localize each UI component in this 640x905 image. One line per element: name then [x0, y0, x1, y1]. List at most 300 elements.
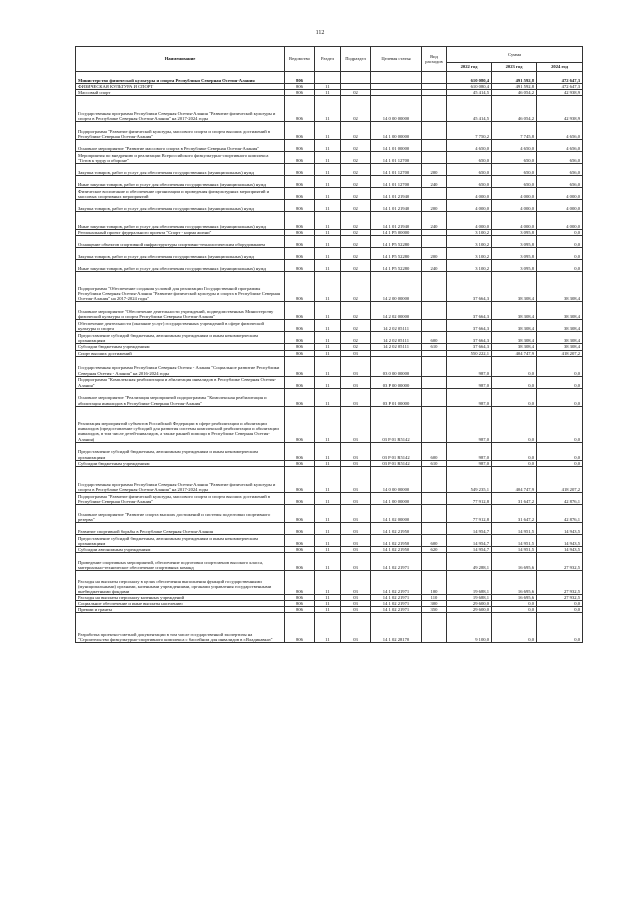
cell-2022: 650,0 — [447, 164, 492, 176]
cell-name: Закупка товаров, работ и услуг для обеспечения государственных (муниципальных) нужд — [76, 164, 285, 176]
cell-target: 14 1 P5 52280 — [371, 248, 422, 260]
cell-2022: 650,0 — [447, 176, 492, 188]
cell-exptype: 200 — [422, 248, 447, 260]
cell-2022: 4 000,0 — [447, 212, 492, 230]
cell-2022: 987,0 — [447, 460, 492, 466]
cell-section: 11 — [315, 350, 341, 356]
cell-ministry: 806 — [285, 466, 315, 492]
cell-exptype: 620 — [422, 546, 447, 552]
cell-ministry: 806 — [285, 176, 315, 188]
cell-section: 11 — [315, 236, 341, 248]
cell-ministry: 806 — [285, 260, 315, 272]
cell-exptype — [422, 188, 447, 200]
cell-subsection: 03 — [341, 504, 371, 522]
cell-name: Основное мероприятие "Реализация мероприятий подпрограммы "Комплексная реабилитация и абилитация инвалидов в Республике Северная Осетия-Алания" — [76, 388, 285, 406]
cell-2022: 987,0 — [447, 388, 492, 406]
cell-name: Развитие спортивной борьбы в Республике Северная Осетия-Алания — [76, 522, 285, 534]
cell-target: 03 P 01 R5142 — [371, 442, 422, 460]
cell-2023: 38 308,4 — [492, 344, 537, 350]
cell-2022: 49 288,1 — [447, 552, 492, 570]
header-sum: Сумма — [447, 47, 583, 63]
cell-name: Подпрограмма "Развитие физической культуры, массового спорта и спорта высших достижений в Республике Северная Осетия-Алания" — [76, 492, 285, 504]
cell-2023: 16 695,6 — [492, 570, 537, 594]
budget-table — [75, 46, 583, 643]
cell-2024: 656,0 — [537, 176, 583, 188]
cell-target: 14 1 02 21971 — [371, 594, 422, 600]
table-row — [76, 260, 583, 272]
cell-2022: 45 414,5 — [447, 90, 492, 96]
table-row — [76, 152, 583, 164]
cell-ministry: 806 — [285, 546, 315, 552]
cell-subsection: 03 — [341, 350, 371, 356]
cell-2024: 0,0 — [537, 442, 583, 460]
cell-2022: 29 600,0 — [447, 601, 492, 607]
cell-2024: 0,0 — [537, 388, 583, 406]
cell-ministry: 806 — [285, 552, 315, 570]
cell-section: 11 — [315, 356, 341, 376]
cell-target: 14 2 02 00000 — [371, 302, 422, 320]
cell-2024: 418 207,2 — [537, 466, 583, 492]
cell-2022: 37 664,3 — [447, 302, 492, 320]
cell-exptype — [422, 613, 447, 643]
cell-subsection: 02 — [341, 272, 371, 302]
cell-ministry: 806 — [285, 607, 315, 613]
cell-ministry: 806 — [285, 188, 315, 200]
cell-2022: 77 912,8 — [447, 504, 492, 522]
cell-exptype — [422, 272, 447, 302]
cell-target: 14 1 01 21940 — [371, 188, 422, 200]
cell-exptype — [422, 72, 447, 84]
cell-2023: 0,0 — [492, 460, 537, 466]
cell-2022: 650,0 — [447, 152, 492, 164]
cell-2024: 0,0 — [537, 376, 583, 388]
cell-section: 11 — [315, 601, 341, 607]
table-body — [76, 72, 583, 643]
cell-2023: 3 095,8 — [492, 236, 537, 248]
cell-section: 11 — [315, 442, 341, 460]
cell-2023: 0,0 — [492, 613, 537, 643]
cell-2022: 4 000,0 — [447, 200, 492, 212]
cell-subsection: 03 — [341, 552, 371, 570]
cell-section: 11 — [315, 607, 341, 613]
cell-name: Подпрограмма "Развитие физической культуры, массового спорта и спорта высших достижений в Республике Северная Осетия-Алания" — [76, 122, 285, 140]
cell-exptype — [422, 466, 447, 492]
cell-subsection: 02 — [341, 140, 371, 152]
cell-2023: 3 095,8 — [492, 260, 537, 272]
cell-2022: 14 954,7 — [447, 522, 492, 534]
cell-2023: 4 000,0 — [492, 188, 537, 200]
cell-target: 14 1 01 00000 — [371, 140, 422, 152]
cell-target: 14 1 02 21971 — [371, 601, 422, 607]
cell-exptype — [422, 140, 447, 152]
cell-subsection: 02 — [341, 188, 371, 200]
cell-exptype: 600 — [422, 442, 447, 460]
cell-section: 11 — [315, 212, 341, 230]
cell-2024: 42 938,9 — [537, 90, 583, 96]
table-row — [76, 140, 583, 152]
table-row — [76, 613, 583, 643]
cell-2024: 38 308,4 — [537, 320, 583, 332]
table-row — [76, 212, 583, 230]
cell-2024: 472 647,3 — [537, 84, 583, 90]
cell-2023: 16 695,6 — [492, 594, 537, 600]
cell-2023: 0,0 — [492, 607, 537, 613]
cell-2022: 610 080,4 — [447, 84, 492, 90]
cell-2022: 550 222,1 — [447, 350, 492, 356]
header-exptype: Вид расходов — [422, 47, 447, 72]
cell-2023: 31 647,2 — [492, 504, 537, 522]
cell-target: 14 1 00 00000 — [371, 492, 422, 504]
cell-section: 11 — [315, 460, 341, 466]
table-row — [76, 388, 583, 406]
cell-target: 14 1 01 12700 — [371, 164, 422, 176]
cell-2023: 38 308,4 — [492, 302, 537, 320]
cell-target: 14 1 02 21950 — [371, 534, 422, 546]
cell-section: 11 — [315, 504, 341, 522]
cell-name: Предоставление субсидий бюджетным, автономным учреждениям и иным некоммерческим организациям — [76, 332, 285, 344]
page-number: 112 — [315, 30, 325, 36]
cell-name: Закупка товаров, работ и услуг для обеспечения государственных (муниципальных) нужд — [76, 200, 285, 212]
cell-2023: 31 647,2 — [492, 492, 537, 504]
cell-subsection: 03 — [341, 594, 371, 600]
cell-2022: 37 664,3 — [447, 320, 492, 332]
cell-name: Премии и гранты — [76, 607, 285, 613]
cell-subsection: 02 — [341, 152, 371, 164]
cell-name: Проведение спортивных мероприятий, обеспечение подготовки спортсменов высокого класса, материально-техническое обеспечение спортивных команд — [76, 552, 285, 570]
cell-section: 11 — [315, 84, 341, 90]
cell-target: 03 P 01 00000 — [371, 388, 422, 406]
cell-2024: 14 943,5 — [537, 534, 583, 546]
cell-name: Расходы на выплаты персоналу в целях обеспечения выполнения функций государственными (муниципальными) органами, казенными учреждениями, органами управления государственными внебюджетными фондами — [76, 570, 285, 594]
cell-2024: 42 938,9 — [537, 96, 583, 122]
cell-subsection: 02 — [341, 320, 371, 332]
cell-2023: 0,0 — [492, 601, 537, 607]
cell-section: 11 — [315, 248, 341, 260]
cell-name: Иные закупки товаров, работ и услуг для обеспечения государственных (муниципальных) нужд — [76, 212, 285, 230]
cell-exptype: 200 — [422, 164, 447, 176]
cell-2024: 0,0 — [537, 260, 583, 272]
table-row — [76, 442, 583, 460]
cell-ministry: 806 — [285, 164, 315, 176]
cell-section: 11 — [315, 570, 341, 594]
cell-name: Закупка товаров, работ и услуг для обеспечения государственных (муниципальных) нужд — [76, 248, 285, 260]
header-2024: 2024 год — [537, 63, 583, 72]
cell-ministry: 806 — [285, 594, 315, 600]
cell-ministry: 806 — [285, 140, 315, 152]
cell-2022: 3 100,2 — [447, 248, 492, 260]
cell-ministry: 806 — [285, 613, 315, 643]
table-row — [76, 122, 583, 140]
cell-2022: 14 954,7 — [447, 546, 492, 552]
cell-ministry: 806 — [285, 90, 315, 96]
cell-target: 14 1 02 21971 — [371, 570, 422, 594]
table-row — [76, 248, 583, 260]
cell-name: Подпрограмма "Комплексная реабилитация и абилитация инвалидов в Республике Северная Осетия-Алания" — [76, 376, 285, 388]
cell-2022: 9 100,0 — [447, 613, 492, 643]
cell-target: 14 0 00 00000 — [371, 466, 422, 492]
cell-2022: 549 235,1 — [447, 466, 492, 492]
cell-target: 14 1 01 12700 — [371, 176, 422, 188]
cell-2024: 0,0 — [537, 406, 583, 442]
cell-subsection: 02 — [341, 344, 371, 350]
cell-ministry: 806 — [285, 570, 315, 594]
cell-ministry: 806 — [285, 302, 315, 320]
cell-2023: 0,0 — [492, 406, 537, 442]
table-row — [76, 406, 583, 442]
cell-2023: 0,0 — [492, 388, 537, 406]
cell-2024: 0,0 — [537, 230, 583, 236]
cell-name: Реализация мероприятий субъектов Российской Федерации в сфере реабилитации и абилитации инвалидов (предоставление субсидий для развития системы комплексной реабилитации и абилитации инвалидов, в том числе детей-инвалидов, а также ранней помощи в Республике Северная Осетия-Алания) — [76, 406, 285, 442]
cell-target: 14 2 00 00000 — [371, 272, 422, 302]
cell-name: Предоставление субсидий бюджетным, автономным учреждениям и иным некоммерческим организациям — [76, 442, 285, 460]
cell-ministry: 806 — [285, 522, 315, 534]
cell-2023: 0,0 — [492, 376, 537, 388]
cell-name: Субсидии бюджетным учреждениям — [76, 460, 285, 466]
cell-section: 11 — [315, 188, 341, 200]
cell-exptype: 600 — [422, 332, 447, 344]
cell-subsection: 02 — [341, 212, 371, 230]
cell-ministry: 806 — [285, 356, 315, 376]
cell-section: 11 — [315, 230, 341, 236]
cell-2023: 650,0 — [492, 164, 537, 176]
cell-ministry: 806 — [285, 388, 315, 406]
cell-2022: 987,0 — [447, 406, 492, 442]
cell-2024: 0,0 — [537, 460, 583, 466]
cell-subsection: 03 — [341, 442, 371, 460]
cell-subsection: 03 — [341, 534, 371, 546]
cell-2024: 472 647,3 — [537, 72, 583, 84]
cell-name: Расходы на выплаты персоналу казенных учреждений — [76, 594, 285, 600]
cell-ministry: 806 — [285, 534, 315, 546]
cell-subsection: 03 — [341, 406, 371, 442]
cell-subsection: 03 — [341, 570, 371, 594]
cell-2024: 4 000,0 — [537, 188, 583, 200]
cell-exptype — [422, 388, 447, 406]
cell-2024: 27 932,5 — [537, 594, 583, 600]
cell-ministry: 806 — [285, 332, 315, 344]
cell-subsection: 02 — [341, 236, 371, 248]
cell-name: Субсидии автономным учреждениям — [76, 546, 285, 552]
cell-name: Спорт высших достижений — [76, 350, 285, 356]
cell-2024: 656,0 — [537, 164, 583, 176]
cell-ministry: 806 — [285, 504, 315, 522]
cell-section: 11 — [315, 406, 341, 442]
cell-exptype: 200 — [422, 200, 447, 212]
cell-2022: 3 100,2 — [447, 230, 492, 236]
cell-exptype: 240 — [422, 212, 447, 230]
cell-exptype — [422, 236, 447, 248]
cell-section: 11 — [315, 164, 341, 176]
cell-2024: 418 207,2 — [537, 350, 583, 356]
cell-name: Министерство физической культуры и спорта Республики Северная Осетия-Алания — [76, 72, 285, 84]
cell-2024: 27 932,5 — [537, 570, 583, 594]
cell-section: 11 — [315, 466, 341, 492]
cell-target: 14 0 00 00000 — [371, 96, 422, 122]
cell-2023: 0,0 — [492, 442, 537, 460]
cell-section: 11 — [315, 546, 341, 552]
cell-target: 14 1 02 21950 — [371, 546, 422, 552]
cell-name: Массовый спорт — [76, 90, 285, 96]
cell-name: Иные закупки товаров, работ и услуг для обеспечения государственных (муниципальных) нужд — [76, 176, 285, 188]
cell-2022: 3 100,2 — [447, 260, 492, 272]
cell-exptype — [422, 320, 447, 332]
cell-2023: 46 054,2 — [492, 96, 537, 122]
cell-ministry: 806 — [285, 84, 315, 90]
cell-subsection: 03 — [341, 492, 371, 504]
table-row — [76, 356, 583, 376]
cell-subsection: 02 — [341, 90, 371, 96]
table-row — [76, 376, 583, 388]
cell-2022: 610 080,4 — [447, 72, 492, 84]
cell-exptype: 240 — [422, 260, 447, 272]
cell-exptype — [422, 96, 447, 122]
cell-ministry: 806 — [285, 122, 315, 140]
cell-subsection — [341, 72, 371, 84]
cell-exptype — [422, 376, 447, 388]
cell-name: Подпрограмма "Обеспечение создания условий для реализации Государственной программы Республики Северная Осетия-Алания "Развитие физической культуры и спорта в Республике Северная Осетия-Алания" на 2017-2024 годы" — [76, 272, 285, 302]
cell-section: 11 — [315, 552, 341, 570]
cell-2024: 38 308,4 — [537, 302, 583, 320]
cell-exptype: 240 — [422, 176, 447, 188]
cell-target: 14 2 02 05111 — [371, 332, 422, 344]
cell-subsection: 03 — [341, 601, 371, 607]
cell-2023: 14 951,5 — [492, 546, 537, 552]
cell-exptype: 610 — [422, 344, 447, 350]
cell-section: 11 — [315, 388, 341, 406]
cell-exptype — [422, 356, 447, 376]
cell-ministry: 806 — [285, 248, 315, 260]
cell-section: 11 — [315, 594, 341, 600]
cell-2023: 491 592,8 — [492, 72, 537, 84]
table-row — [76, 320, 583, 332]
cell-2024: 0,0 — [537, 607, 583, 613]
cell-name: Основное мероприятие "Обеспечение деятельности учреждений, подведомственных Министерству физической культуры и спорта Республики Северная Осетия-Алания" — [76, 302, 285, 320]
cell-section: 11 — [315, 332, 341, 344]
cell-section: 11 — [315, 613, 341, 643]
header-section: Раздел — [315, 47, 341, 72]
cell-section: 11 — [315, 152, 341, 164]
table-row — [76, 188, 583, 200]
cell-subsection: 03 — [341, 356, 371, 376]
cell-ministry: 806 — [285, 272, 315, 302]
table-row — [76, 176, 583, 188]
cell-2023: 4 000,0 — [492, 200, 537, 212]
cell-ministry: 806 — [285, 152, 315, 164]
cell-2024: 38 308,4 — [537, 332, 583, 344]
cell-name: Социальное обеспечение и иные выплаты населению — [76, 601, 285, 607]
cell-2024: 0,0 — [537, 356, 583, 376]
cell-section: 11 — [315, 344, 341, 350]
cell-2023: 4 000,0 — [492, 212, 537, 230]
table-row — [76, 200, 583, 212]
cell-2024: 27 932,5 — [537, 552, 583, 570]
cell-target: 14 1 00 00000 — [371, 122, 422, 140]
cell-section: 11 — [315, 176, 341, 188]
cell-2023: 38 308,4 — [492, 320, 537, 332]
cell-2023: 7 745,8 — [492, 122, 537, 140]
cell-2022: 3 100,2 — [447, 236, 492, 248]
cell-target: 14 1 P5 52280 — [371, 236, 422, 248]
cell-2023: 3 095,8 — [492, 230, 537, 236]
cell-ministry: 806 — [285, 442, 315, 460]
table-row — [76, 534, 583, 546]
header-target: Целевая статья — [371, 47, 422, 72]
cell-2024: 4 000,0 — [537, 212, 583, 230]
cell-target: 03 P 00 00000 — [371, 376, 422, 388]
cell-target: 14 1 02 21950 — [371, 522, 422, 534]
table-row — [76, 570, 583, 594]
cell-ministry: 806 — [285, 376, 315, 388]
cell-2023: 38 308,4 — [492, 272, 537, 302]
table-row — [76, 272, 583, 302]
cell-subsection: 02 — [341, 260, 371, 272]
cell-2022: 37 664,3 — [447, 344, 492, 350]
cell-name: Физическое воспитание и обеспечение организации и проведения физкультурных мероприятий и массовых спортивных мероприятий — [76, 188, 285, 200]
cell-section: 11 — [315, 376, 341, 388]
header-name: Наименование — [76, 47, 285, 72]
cell-ministry: 806 — [285, 601, 315, 607]
cell-section: 11 — [315, 90, 341, 96]
cell-target: 14 1 02 00000 — [371, 504, 422, 522]
cell-2024: 0,0 — [537, 236, 583, 248]
cell-2024: 4 656,0 — [537, 140, 583, 152]
cell-target: 14 1 P5 52280 — [371, 260, 422, 272]
cell-2024: 14 943,5 — [537, 546, 583, 552]
cell-ministry: 806 — [285, 350, 315, 356]
cell-ministry: 806 — [285, 200, 315, 212]
cell-2023: 38 308,4 — [492, 332, 537, 344]
cell-subsection: 03 — [341, 522, 371, 534]
table-row — [76, 492, 583, 504]
cell-target: 14 1 01 21940 — [371, 200, 422, 212]
cell-section: 11 — [315, 522, 341, 534]
cell-2024: 4 656,0 — [537, 122, 583, 140]
cell-exptype — [422, 302, 447, 320]
cell-name: Государственная программа Республики Северная Осетия - Алания "Социальное развитие Республики Северная Осетия - Алания" на 2016-2024 годы — [76, 356, 285, 376]
cell-ministry: 806 — [285, 72, 315, 84]
cell-exptype: 600 — [422, 534, 447, 546]
cell-target: 14 1 01 21940 — [371, 212, 422, 230]
cell-exptype — [422, 122, 447, 140]
cell-name: Обеспечение деятельности (оказание услуг) государственных учреждений в сфере физической культуры и спорта — [76, 320, 285, 332]
cell-exptype: 100 — [422, 570, 447, 594]
cell-2023: 404 747,9 — [492, 350, 537, 356]
header-subsection: Подраздел — [341, 47, 371, 72]
cell-target: 03 P 01 R5142 — [371, 460, 422, 466]
cell-ministry: 806 — [285, 320, 315, 332]
cell-section: 11 — [315, 534, 341, 546]
cell-2024: 38 308,4 — [537, 344, 583, 350]
cell-section: 11 — [315, 140, 341, 152]
cell-name: Оснащение объектов спортивной инфраструктуры спортивно-технологическим оборудованием — [76, 236, 285, 248]
cell-ministry: 806 — [285, 96, 315, 122]
cell-subsection: 03 — [341, 613, 371, 643]
cell-target: 14 2 02 05111 — [371, 344, 422, 350]
cell-2022: 987,0 — [447, 356, 492, 376]
cell-exptype: 350 — [422, 607, 447, 613]
cell-subsection: 02 — [341, 164, 371, 176]
cell-2022: 7 750,2 — [447, 122, 492, 140]
cell-2023: 3 095,8 — [492, 248, 537, 260]
cell-exptype — [422, 504, 447, 522]
cell-name: Основное мероприятие "Развитие массового спорта в Республике Северная Осетия-Алания" — [76, 140, 285, 152]
cell-target: 14 1 02 28170 — [371, 613, 422, 643]
cell-target: 03 0 00 00000 — [371, 356, 422, 376]
table-row — [76, 552, 583, 570]
header-2023: 2023 год — [492, 63, 537, 72]
table-row — [76, 236, 583, 248]
cell-section — [315, 72, 341, 84]
